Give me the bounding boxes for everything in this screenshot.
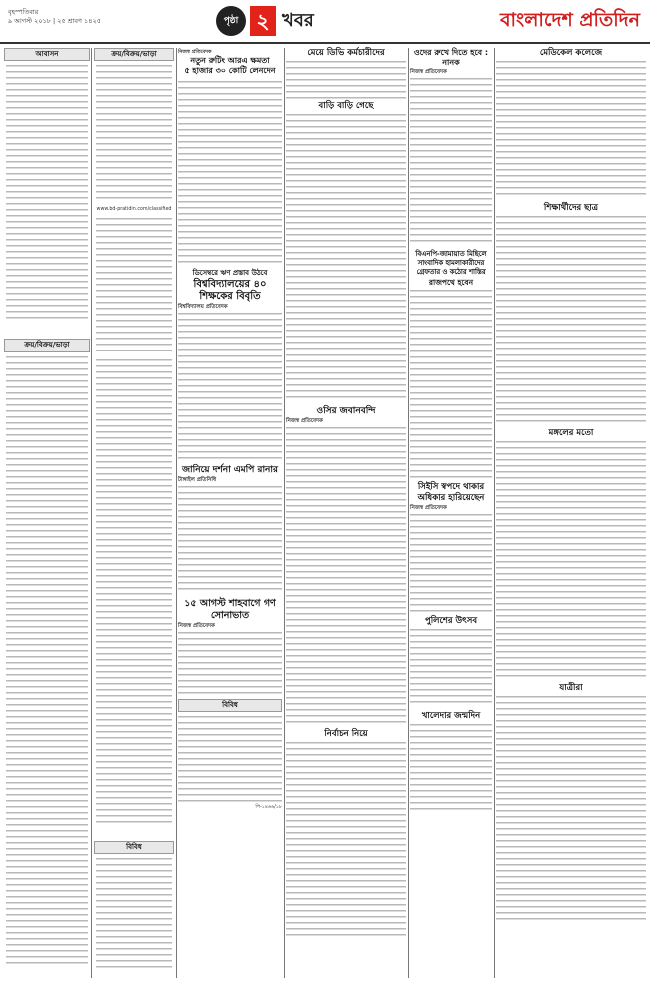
story-7-body xyxy=(286,425,406,725)
story-7-byline: নিজস্ব প্রতিবেদক xyxy=(286,418,323,424)
classifieds-col-2 xyxy=(94,48,174,978)
story-14-headline: মেডিকেল কলেজে xyxy=(539,48,603,58)
story-7-headline: ওসির জবানবন্দি xyxy=(316,406,376,416)
story-9-body xyxy=(410,76,492,246)
story-8-body xyxy=(286,740,406,940)
classified-heading-misc-2: বিবিধ xyxy=(178,699,282,712)
story-16-body xyxy=(496,439,646,679)
story-12-body xyxy=(410,627,492,707)
story-column-b xyxy=(286,48,406,978)
story-6-body xyxy=(286,112,406,402)
section-prefix-badge: পৃষ্ঠা xyxy=(216,6,246,36)
story-17-body xyxy=(496,694,646,924)
issue-day: বৃহস্পতিবার xyxy=(8,8,39,16)
classified-website: www.bd-pratidin.com/classified xyxy=(96,207,172,212)
story-8-headline: নির্বাচন নিয়ে xyxy=(324,729,368,739)
classified-text-block xyxy=(96,357,172,827)
column-rule xyxy=(91,48,92,978)
classified-text-block xyxy=(6,354,88,964)
story-3-headline: জানিয়ে দর্শনা এমপি রানার xyxy=(182,465,278,475)
story-9-byline: নিজস্ব প্রতিবেদক xyxy=(410,69,447,75)
classified-housing-list xyxy=(4,61,90,335)
story-15-headline: শিক্ষার্থীদের ছাত্র xyxy=(543,203,599,213)
story-10-subhead: রাজপথে হবেন xyxy=(428,278,474,287)
classified-misc-list xyxy=(94,854,174,978)
story-13-body xyxy=(410,722,492,812)
classified-buy-sell-list xyxy=(4,352,90,976)
story-10-body xyxy=(410,288,492,478)
story-4-headline: ১৫ আগস্ট শাহবাগে গণ সোনাভাত xyxy=(184,598,276,621)
column-rule xyxy=(176,48,177,978)
classified-code: পি-১৪৬৬/১৮ xyxy=(255,805,282,810)
story-3-byline: টাঙ্গাইল প্রতিনিধি xyxy=(178,477,217,483)
classified-heading-misc: বিবিধ xyxy=(94,841,174,854)
classified-col2-list xyxy=(94,61,174,355)
story-15-body xyxy=(496,214,646,424)
story-2-byline: বিশ্ববিদ্যালয় প্রতিবেদক xyxy=(178,304,228,310)
classified-text-block xyxy=(96,216,172,351)
story-1-subhead: ৫ হাজার ৩০ কোটি লেনদেন xyxy=(184,66,276,75)
story-column-c xyxy=(410,48,492,978)
classified-heading-housing: আবাসন xyxy=(4,48,90,61)
column-rule xyxy=(494,48,495,978)
story-17-headline: যাত্রীরা xyxy=(559,683,583,693)
column-rule xyxy=(284,48,285,978)
story-5-headline: মেয়ে ডিভি কর্মচারীদের xyxy=(307,48,385,58)
story-6-headline: বাড়ি বাড়ি গেছে xyxy=(318,101,374,111)
classified-heading-col2: ক্রয়/বিক্রয়/ভাড়া xyxy=(94,48,174,61)
story-5-body xyxy=(286,59,406,99)
classified-text-block xyxy=(96,856,172,971)
story-13-headline: খালেদার জন্মদিন xyxy=(421,711,481,721)
story-column-a xyxy=(178,48,282,978)
classified-heading-buy-sell: ক্রয়/বিক্রয়/ভাড়া xyxy=(4,339,90,352)
story-11-body xyxy=(410,512,492,612)
section-title: খবর xyxy=(282,10,314,31)
story-kicker: নিজস্ব প্রতিবেদক xyxy=(178,49,212,55)
classified-text-block xyxy=(6,63,88,323)
classified-text-block xyxy=(178,714,282,804)
story-10-headline: বিএনপি-জামায়াত মিছিলে সাংবাদিক হামলাকারীদের গ্রেফতার ও কঠোর শাস্তির xyxy=(415,250,487,276)
story-3-body xyxy=(178,484,282,594)
story-1-headline: নতুন রুটিং আরএ ক্ষমতা xyxy=(190,56,270,65)
page-number: ২ xyxy=(250,6,276,36)
brand-logo: বাংলাদেশ প্রতিদিন xyxy=(499,9,640,31)
story-column-d xyxy=(496,48,646,978)
issue-date-text: ৯ আগস্ট ২০১৮ | ২৫ শ্রাবণ ১৪২৫ xyxy=(8,17,101,25)
story-2-headline: বিশ্ববিদ্যালয়ের ৪০ শিক্ষকের বিবৃতি xyxy=(193,279,267,302)
story-4-byline: নিজস্ব প্রতিবেদক xyxy=(178,623,215,629)
column-rule xyxy=(408,48,409,978)
classified-col2-list-b xyxy=(94,355,174,839)
story-1-body xyxy=(178,79,282,264)
story-16-headline: মঙ্গলের মতো xyxy=(548,428,594,438)
classified-text-block xyxy=(96,63,172,203)
story-11-headline: সিইসি স্বপদে থাকার অধিকার হারিয়েছেন xyxy=(417,482,485,503)
issue-date xyxy=(8,8,101,26)
masthead xyxy=(0,0,650,44)
classifieds-col-1 xyxy=(4,48,90,978)
story-2-kicker: ডিসেম্বরে ঋণ প্রস্তাব উঠবে xyxy=(192,269,268,277)
story-2-body xyxy=(178,311,282,461)
story-11-byline: নিজস্ব প্রতিবেদক xyxy=(410,505,447,511)
story-14-body xyxy=(496,59,646,199)
story-9-headline: ওদের রুখে দিতে হবে : নানক xyxy=(413,48,489,67)
story-4-body xyxy=(178,630,282,695)
story-12-headline: পুলিশের উৎসব xyxy=(424,616,478,626)
